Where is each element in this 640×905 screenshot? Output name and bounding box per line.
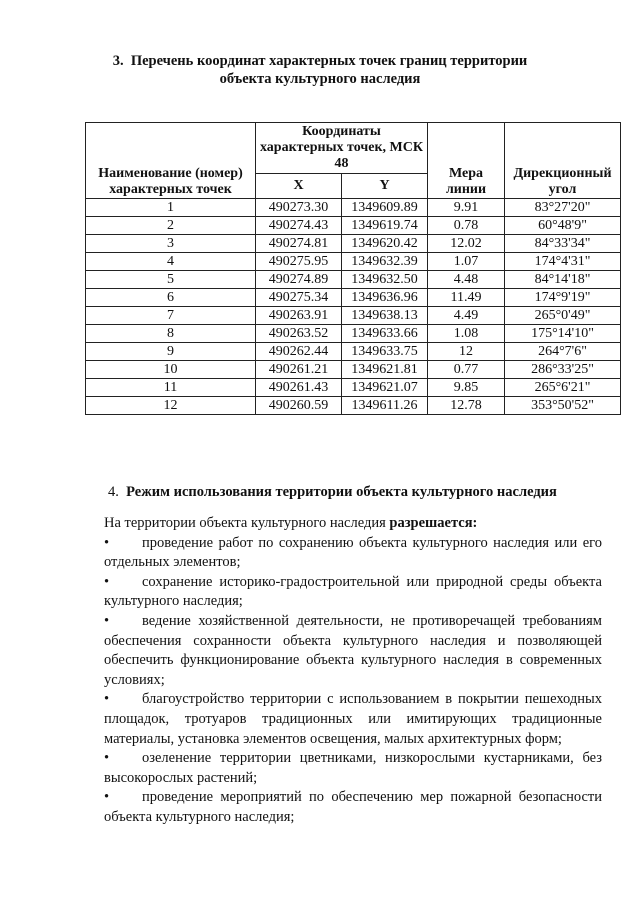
list-item bbox=[104, 690, 602, 749]
y-coordinate-cell: 1349636.96 bbox=[342, 289, 428, 307]
table-row bbox=[86, 379, 621, 397]
x-coordinate-cell: 490275.34 bbox=[256, 289, 342, 307]
y-coordinate-cell: 1349619.74 bbox=[342, 217, 428, 235]
list-item bbox=[104, 749, 602, 788]
x-coordinate-cell: 490262.44 bbox=[256, 343, 342, 361]
x-coordinate-cell: 490274.43 bbox=[256, 217, 342, 235]
point-number-cell: 4 bbox=[86, 253, 256, 271]
direction-angle-cell: 353°50'52" bbox=[505, 397, 621, 415]
table-row bbox=[86, 199, 621, 217]
header-coordinates-group: Координаты характерных точек, МСК 48 bbox=[256, 123, 428, 174]
line-length-cell: 9.91 bbox=[428, 199, 505, 217]
section-4-body bbox=[104, 514, 602, 828]
permitted-list bbox=[104, 534, 602, 828]
y-coordinate-cell: 1349632.50 bbox=[342, 271, 428, 289]
x-coordinate-cell: 490273.30 bbox=[256, 199, 342, 217]
coordinates-table bbox=[85, 122, 621, 415]
line-length-cell: 12.02 bbox=[428, 235, 505, 253]
direction-angle-cell: 286°33'25" bbox=[505, 361, 621, 379]
list-item-text: озеленение территории цветниками, низкорослыми кустарниками, без высокорослых растений; bbox=[104, 750, 602, 786]
point-number-cell: 2 bbox=[86, 217, 256, 235]
bullet-icon: • bbox=[104, 612, 110, 629]
header-x: X bbox=[256, 174, 342, 199]
line-length-cell: 0.78 bbox=[428, 217, 505, 235]
y-coordinate-cell: 1349621.07 bbox=[342, 379, 428, 397]
list-item bbox=[104, 788, 602, 827]
x-coordinate-cell: 490275.95 bbox=[256, 253, 342, 271]
bullet-icon: • bbox=[104, 534, 110, 551]
x-coordinate-cell: 490263.52 bbox=[256, 325, 342, 343]
direction-angle-cell: 265°6'21" bbox=[505, 379, 621, 397]
header-point-name: Наименование (номер) характерных точек bbox=[86, 123, 256, 199]
section-3-number: 3. bbox=[112, 53, 124, 69]
permitted-label: разрешается: bbox=[389, 515, 478, 531]
y-coordinate-cell: 1349633.75 bbox=[342, 343, 428, 361]
line-length-cell: 0.77 bbox=[428, 361, 505, 379]
table-row bbox=[86, 289, 621, 307]
header-line-length: Мера линии bbox=[428, 123, 505, 199]
x-coordinate-cell: 490261.43 bbox=[256, 379, 342, 397]
x-coordinate-cell: 490261.21 bbox=[256, 361, 342, 379]
direction-angle-cell: 84°33'34" bbox=[505, 235, 621, 253]
list-item bbox=[104, 573, 602, 612]
list-item bbox=[104, 534, 602, 573]
section-4-title-text: Режим использования территории объекта культурного наследия bbox=[126, 484, 557, 500]
table-row bbox=[86, 235, 621, 253]
point-number-cell: 6 bbox=[86, 289, 256, 307]
coordinates-table-body bbox=[86, 199, 621, 415]
direction-angle-cell: 265°0'49" bbox=[505, 307, 621, 325]
x-coordinate-cell: 490274.89 bbox=[256, 271, 342, 289]
table-row bbox=[86, 271, 621, 289]
direction-angle-cell: 60°48'9" bbox=[505, 217, 621, 235]
line-length-cell: 12.78 bbox=[428, 397, 505, 415]
y-coordinate-cell: 1349632.39 bbox=[342, 253, 428, 271]
point-number-cell: 8 bbox=[86, 325, 256, 343]
table-row bbox=[86, 325, 621, 343]
section-3-title-line-1 bbox=[0, 52, 640, 70]
point-number-cell: 5 bbox=[86, 271, 256, 289]
list-item-text: сохранение историко-градостроительной или природной среды объекта культурного наследия; bbox=[104, 573, 602, 610]
table-row bbox=[86, 343, 621, 361]
point-number-cell: 11 bbox=[86, 379, 256, 397]
x-coordinate-cell: 490260.59 bbox=[256, 397, 342, 415]
line-length-cell: 1.07 bbox=[428, 253, 505, 271]
bullet-icon: • bbox=[104, 691, 110, 708]
table-row bbox=[86, 253, 621, 271]
section-3-title-text: Перечень координат характерных точек границ территории bbox=[130, 53, 528, 69]
y-coordinate-cell: 1349609.89 bbox=[342, 199, 428, 217]
bullet-icon: • bbox=[104, 750, 110, 767]
bullet-icon: • bbox=[104, 573, 110, 590]
table-row bbox=[86, 397, 621, 415]
header-y: Y bbox=[342, 174, 428, 199]
direction-angle-cell: 174°9'19" bbox=[505, 289, 621, 307]
direction-angle-cell: 83°27'20" bbox=[505, 199, 621, 217]
y-coordinate-cell: 1349611.26 bbox=[342, 397, 428, 415]
table-row bbox=[86, 361, 621, 379]
direction-angle-cell: 264°7'6" bbox=[505, 343, 621, 361]
point-number-cell: 10 bbox=[86, 361, 256, 379]
line-length-cell: 9.85 bbox=[428, 379, 505, 397]
line-length-cell: 4.48 bbox=[428, 271, 505, 289]
y-coordinate-cell: 1349620.42 bbox=[342, 235, 428, 253]
y-coordinate-cell: 1349633.66 bbox=[342, 325, 428, 343]
point-number-cell: 9 bbox=[86, 343, 256, 361]
bullet-icon: • bbox=[104, 789, 110, 806]
section-4-number: 4. bbox=[108, 484, 119, 500]
point-number-cell: 3 bbox=[86, 235, 256, 253]
y-coordinate-cell: 1349638.13 bbox=[342, 307, 428, 325]
permitted-intro bbox=[104, 514, 602, 534]
section-4-title bbox=[108, 483, 557, 501]
point-number-cell: 7 bbox=[86, 307, 256, 325]
x-coordinate-cell: 490263.91 bbox=[256, 307, 342, 325]
line-length-cell: 1.08 bbox=[428, 325, 505, 343]
list-item bbox=[104, 612, 602, 690]
line-length-cell: 4.49 bbox=[428, 307, 505, 325]
section-3-title-line-2: объекта культурного наследия bbox=[219, 71, 421, 87]
direction-angle-cell: 84°14'18" bbox=[505, 271, 621, 289]
table-row bbox=[86, 217, 621, 235]
list-item-text: проведение работ по сохранению объекта культурного наследия или его отдельных элементов; bbox=[104, 534, 602, 571]
y-coordinate-cell: 1349621.81 bbox=[342, 361, 428, 379]
table-row bbox=[86, 307, 621, 325]
list-item-text: проведение мероприятий по обеспечению мер пожарной безопасности объекта культурного наследия; bbox=[104, 789, 602, 825]
list-item-text: благоустройство территории с использованием в покрытии пешеходных площадок, тротуаров традиционных или имитирующих традиционные материалы, установка элементов освещения, малых архитектурных форм; bbox=[104, 691, 602, 747]
point-number-cell: 1 bbox=[86, 199, 256, 217]
permitted-intro-text: На территории объекта культурного наследия bbox=[104, 515, 390, 531]
direction-angle-cell: 175°14'10" bbox=[505, 325, 621, 343]
list-item-text: ведение хозяйственной деятельности, не противоречащей требованиям обеспечения сохранности объекта культурного наследия и позволяющей обеспечить функционирование объекта культурного наследия в современных условиях; bbox=[104, 612, 602, 688]
line-length-cell: 11.49 bbox=[428, 289, 505, 307]
x-coordinate-cell: 490274.81 bbox=[256, 235, 342, 253]
header-direction-angle: Дирекционный угол bbox=[505, 123, 621, 199]
section-3-title bbox=[0, 52, 640, 88]
line-length-cell: 12 bbox=[428, 343, 505, 361]
table-header-row-1 bbox=[86, 123, 621, 174]
direction-angle-cell: 174°4'31" bbox=[505, 253, 621, 271]
point-number-cell: 12 bbox=[86, 397, 256, 415]
